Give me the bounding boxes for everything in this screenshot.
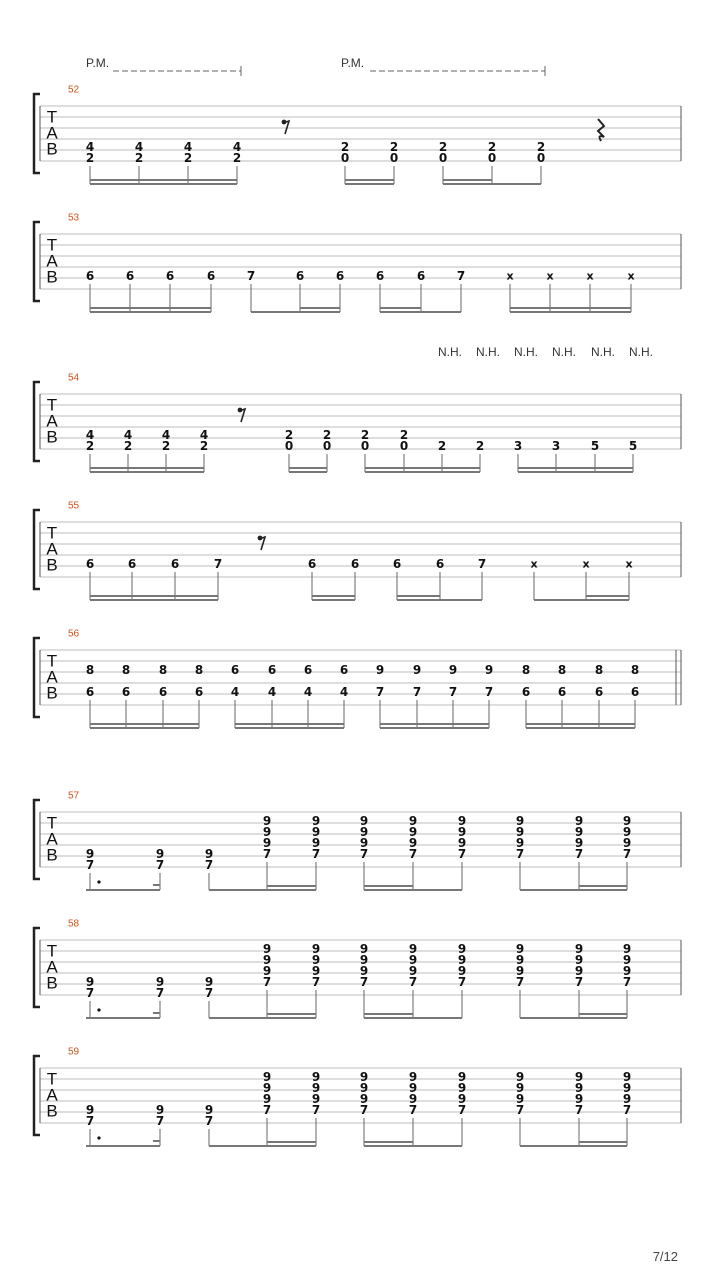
tab-fret-number: 9: [574, 953, 584, 967]
tab-fret-number: 9: [85, 1103, 95, 1117]
tab-fret-number: 9: [622, 942, 632, 956]
tab-fret-number: 9: [574, 825, 584, 839]
tab-fret-number: 6: [165, 269, 175, 283]
system-bracket: [34, 928, 40, 1007]
tab-fret-number: 9: [85, 975, 95, 989]
tab-fret-number: 0: [322, 439, 332, 453]
tab-fret-number: 9: [311, 1092, 321, 1106]
clef-b-letter: B: [46, 427, 58, 447]
dotted-rhythm: [97, 1136, 100, 1139]
tab-fret-number: 7: [359, 1103, 369, 1117]
tab-fret-number: 6: [170, 557, 180, 571]
tab-fret-number: 4: [123, 428, 133, 442]
tab-fret-number: 9: [155, 847, 165, 861]
tab-fret-number: 6: [392, 557, 402, 571]
tab-fret-number: x: [530, 557, 538, 571]
quarter-rest: [598, 119, 604, 141]
tab-fret-number: 6: [295, 269, 305, 283]
tab-fret-number: x: [582, 557, 590, 571]
tab-fret-number: 9: [311, 953, 321, 967]
harmonic-label: N.H.: [476, 345, 500, 359]
tab-fret-number: 4: [85, 428, 95, 442]
harmonic-label: N.H.: [552, 345, 576, 359]
tab-fret-number: 9: [622, 814, 632, 828]
tab-fret-number: 9: [262, 1092, 272, 1106]
tab-fret-number: 7: [622, 975, 632, 989]
tab-fret-number: 9: [359, 953, 369, 967]
tab-fret-number: 9: [574, 942, 584, 956]
tab-fret-number: 6: [350, 557, 360, 571]
tab-fret-number: 9: [311, 814, 321, 828]
tab-fret-number: 7: [204, 858, 214, 872]
tab-fret-number: 9: [262, 814, 272, 828]
tab-fret-number: 8: [521, 663, 531, 677]
tab-fret-number: 7: [574, 847, 584, 861]
tab-fret-number: 8: [630, 663, 640, 677]
tab-fret-number: 9: [515, 814, 525, 828]
tab-fret-number: 9: [408, 836, 418, 850]
tab-fret-number: 6: [85, 685, 95, 699]
tab-fret-number: 7: [408, 1103, 418, 1117]
tab-fret-number: 7: [213, 557, 223, 571]
tab-fret-number: 2: [340, 140, 350, 154]
tab-fret-number: 9: [408, 942, 418, 956]
tab-fret-number: 7: [515, 975, 525, 989]
tab-fret-number: 2: [322, 428, 332, 442]
system-bracket: [34, 510, 40, 589]
tab-fret-number: 7: [457, 847, 467, 861]
tab-fret-number: 5: [590, 439, 600, 453]
palm-mute-label: P.M.: [341, 56, 365, 70]
tab-fret-number: 6: [267, 663, 277, 677]
tab-fret-number: 9: [359, 814, 369, 828]
tab-fret-number: 9: [622, 1070, 632, 1084]
clef-t-letter: T: [46, 813, 58, 833]
measure-number: 58: [68, 918, 80, 930]
dotted-rhythm: [97, 880, 100, 883]
tab-fret-number: 9: [262, 1070, 272, 1084]
tab-fret-number: 9: [262, 836, 272, 850]
tab-fret-number: 6: [375, 269, 385, 283]
tab-fret-number: 9: [311, 964, 321, 978]
tab-fret-number: x: [546, 269, 554, 283]
tab-fret-number: 9: [311, 1070, 321, 1084]
harmonic-label: N.H.: [629, 345, 653, 359]
tab-fret-number: 7: [311, 975, 321, 989]
measure-number: 59: [68, 1046, 80, 1058]
tab-fret-number: 6: [521, 685, 531, 699]
tab-fret-number: 8: [194, 663, 204, 677]
clef-t-letter: T: [46, 651, 58, 671]
tab-fret-number: 7: [477, 557, 487, 571]
tab-fret-number: 7: [359, 975, 369, 989]
tab-fret-number: 7: [155, 1114, 165, 1128]
tab-fret-number: 9: [359, 1092, 369, 1106]
tab-fret-number: 9: [408, 953, 418, 967]
eighth-rest: [238, 408, 245, 422]
tab-fret-number: 9: [155, 1103, 165, 1117]
measure-number: 53: [68, 212, 80, 224]
tab-fret-number: 9: [359, 836, 369, 850]
tab-fret-number: 8: [158, 663, 168, 677]
tab-fret-number: 2: [487, 140, 497, 154]
tab-fret-number: 9: [204, 975, 214, 989]
tab-fret-number: 7: [448, 685, 458, 699]
tab-fret-number: 9: [408, 964, 418, 978]
tab-fret-number: 9: [622, 953, 632, 967]
tab-fret-number: 2: [183, 151, 193, 165]
tab-fret-number: 9: [457, 1092, 467, 1106]
tab-fret-number: 7: [85, 1114, 95, 1128]
tab-fret-number: 9: [359, 1070, 369, 1084]
tab-fret-number: 9: [515, 964, 525, 978]
harmonic-label: N.H.: [591, 345, 615, 359]
clef-b-letter: B: [46, 683, 58, 703]
tab-fret-number: x: [506, 269, 514, 283]
tab-fret-number: 7: [262, 1103, 272, 1117]
tab-fret-number: 7: [515, 847, 525, 861]
tab-fret-number: 8: [557, 663, 567, 677]
tab-fret-number: 9: [457, 1081, 467, 1095]
tab-fret-number: 4: [339, 685, 349, 699]
clef-a-letter: A: [46, 251, 58, 271]
eighth-rest: [282, 120, 289, 134]
tab-fret-number: 9: [515, 836, 525, 850]
system-bracket: [34, 382, 40, 461]
tab-fret-number: 9: [311, 942, 321, 956]
tab-fret-number: 9: [408, 1070, 418, 1084]
tab-fret-number: 7: [262, 975, 272, 989]
tab-fret-number: 7: [457, 1103, 467, 1117]
clef-a-letter: A: [46, 667, 58, 687]
tab-fret-number: 4: [267, 685, 277, 699]
tab-fret-number: 9: [375, 663, 385, 677]
tab-fret-number: 7: [85, 858, 95, 872]
clef-a-letter: A: [46, 1085, 58, 1105]
tab-fret-number: 9: [515, 825, 525, 839]
tab-fret-number: 6: [335, 269, 345, 283]
tab-fret-number: 8: [121, 663, 131, 677]
tab-fret-number: 7: [408, 847, 418, 861]
tab-fret-number: 9: [574, 836, 584, 850]
tab-fret-number: 2: [360, 428, 370, 442]
tab-fret-number: 9: [359, 942, 369, 956]
system-bracket: [34, 638, 40, 717]
tab-fret-number: 6: [158, 685, 168, 699]
tab-fret-number: 9: [622, 836, 632, 850]
tab-fret-number: 7: [375, 685, 385, 699]
tab-fret-number: 0: [284, 439, 294, 453]
tab-fret-number: 2: [284, 428, 294, 442]
tab-fret-number: 5: [628, 439, 638, 453]
tab-fret-number: 9: [457, 964, 467, 978]
tab-fret-number: 6: [435, 557, 445, 571]
tab-fret-number: 6: [85, 269, 95, 283]
tab-fret-number: 9: [622, 1092, 632, 1106]
tab-fret-number: 9: [311, 825, 321, 839]
tab-fret-number: 4: [199, 428, 209, 442]
harmonic-label: N.H.: [438, 345, 462, 359]
tab-fret-number: 9: [457, 1070, 467, 1084]
clef-a-letter: A: [46, 539, 58, 559]
tab-fret-number: 6: [121, 685, 131, 699]
harmonic-label: N.H.: [514, 345, 538, 359]
tab-fret-number: 9: [515, 1070, 525, 1084]
tab-fret-number: 2: [232, 151, 242, 165]
page-indicator: 7/12: [652, 1249, 678, 1264]
tab-fret-number: 6: [125, 269, 135, 283]
tab-fret-number: 6: [594, 685, 604, 699]
tab-fret-number: 9: [262, 942, 272, 956]
clef-a-letter: A: [46, 829, 58, 849]
tab-fret-number: 9: [262, 953, 272, 967]
tab-fret-number: 9: [515, 942, 525, 956]
tab-fret-number: 9: [515, 1081, 525, 1095]
tab-fret-number: 7: [85, 986, 95, 1000]
tab-fret-number: 9: [622, 825, 632, 839]
tab-fret-number: 7: [408, 975, 418, 989]
tab-fret-number: 6: [557, 685, 567, 699]
system-bracket: [34, 222, 40, 301]
tab-fret-number: 4: [161, 428, 171, 442]
tab-fret-number: x: [625, 557, 633, 571]
tab-fret-number: 6: [307, 557, 317, 571]
tab-fret-number: 7: [622, 847, 632, 861]
tab-fret-number: 9: [204, 1103, 214, 1117]
tab-fret-number: 0: [389, 151, 399, 165]
tab-fret-number: 6: [194, 685, 204, 699]
measure-number: 52: [68, 84, 80, 96]
tab-fret-number: 7: [457, 975, 467, 989]
tab-fret-number: 7: [311, 1103, 321, 1117]
clef-t-letter: T: [46, 107, 58, 127]
tab-fret-number: 9: [412, 663, 422, 677]
tab-fret-number: 0: [487, 151, 497, 165]
tab-fret-number: x: [586, 269, 594, 283]
tab-fret-number: 9: [574, 814, 584, 828]
tab-fret-number: 9: [359, 964, 369, 978]
clef-a-letter: A: [46, 411, 58, 431]
tab-fret-number: 8: [594, 663, 604, 677]
tab-fret-number: 7: [246, 269, 256, 283]
clef-a-letter: A: [46, 123, 58, 143]
tab-fret-number: 9: [262, 964, 272, 978]
tab-fret-number: 7: [262, 847, 272, 861]
clef-b-letter: B: [46, 1101, 58, 1121]
tab-fret-number: 9: [408, 1092, 418, 1106]
tab-fret-number: 9: [515, 1092, 525, 1106]
clef-a-letter: A: [46, 957, 58, 977]
tab-fret-number: 9: [622, 964, 632, 978]
tab-fret-number: 7: [311, 847, 321, 861]
system-bracket: [34, 1056, 40, 1135]
tab-fret-number: 7: [204, 1114, 214, 1128]
tab-fret-number: 9: [262, 825, 272, 839]
tab-fret-number: 4: [183, 140, 193, 154]
tab-fret-number: 7: [155, 986, 165, 1000]
tab-fret-number: 9: [515, 953, 525, 967]
tab-fret-number: 9: [622, 1081, 632, 1095]
tab-fret-number: 4: [303, 685, 313, 699]
tab-fret-number: 2: [134, 151, 144, 165]
tab-fret-number: 0: [536, 151, 546, 165]
dotted-rhythm: [97, 1008, 100, 1011]
tab-fret-number: 7: [456, 269, 466, 283]
eighth-rest: [258, 536, 265, 550]
measure-number: 54: [68, 372, 80, 384]
measure-number: 56: [68, 628, 80, 640]
tab-fret-number: 7: [574, 975, 584, 989]
clef-b-letter: B: [46, 845, 58, 865]
tab-fret-number: 9: [574, 1092, 584, 1106]
tab-fret-number: 9: [311, 836, 321, 850]
tab-fret-number: 6: [630, 685, 640, 699]
tab-fret-number: 7: [574, 1103, 584, 1117]
tab-fret-number: 2: [438, 140, 448, 154]
measure-number: 55: [68, 500, 80, 512]
tab-fret-number: 6: [416, 269, 426, 283]
tab-fret-number: 6: [85, 557, 95, 571]
tab-fret-number: 9: [457, 825, 467, 839]
tab-fret-number: 9: [484, 663, 494, 677]
tab-fret-number: 9: [574, 1070, 584, 1084]
tab-fret-number: 6: [206, 269, 216, 283]
tab-fret-number: 9: [574, 1081, 584, 1095]
tab-fret-number: 2: [123, 439, 133, 453]
tab-fret-number: 3: [513, 439, 523, 453]
palm-mute-label: P.M.: [86, 56, 110, 70]
tab-fret-number: 4: [230, 685, 240, 699]
tab-fret-number: 9: [85, 847, 95, 861]
tab-fret-number: 3: [551, 439, 561, 453]
tab-fret-number: 9: [408, 825, 418, 839]
tab-fret-number: 7: [412, 685, 422, 699]
tab-fret-number: 6: [230, 663, 240, 677]
clef-t-letter: T: [46, 1069, 58, 1089]
clef-t-letter: T: [46, 523, 58, 543]
measure-number: 57: [68, 790, 80, 802]
tab-fret-number: 2: [85, 439, 95, 453]
tab-fret-number: 9: [359, 1081, 369, 1095]
tab-fret-number: 9: [262, 1081, 272, 1095]
tab-fret-number: 9: [155, 975, 165, 989]
clef-b-letter: B: [46, 267, 58, 287]
tab-fret-number: 6: [127, 557, 137, 571]
tab-fret-number: 7: [359, 847, 369, 861]
tab-fret-number: 2: [389, 140, 399, 154]
tab-fret-number: 6: [303, 663, 313, 677]
tab-fret-number: 7: [204, 986, 214, 1000]
tab-fret-number: 9: [448, 663, 458, 677]
tab-fret-number: 7: [515, 1103, 525, 1117]
tab-fret-number: 0: [399, 439, 409, 453]
tab-fret-number: 9: [408, 1081, 418, 1095]
tab-fret-number: 7: [622, 1103, 632, 1117]
tab-fret-number: 2: [437, 439, 447, 453]
tab-fret-number: 2: [475, 439, 485, 453]
tab-fret-number: 9: [408, 814, 418, 828]
tab-fret-number: 9: [457, 814, 467, 828]
clef-b-letter: B: [46, 139, 58, 159]
tab-fret-number: 2: [536, 140, 546, 154]
tab-fret-number: 2: [161, 439, 171, 453]
tab-fret-number: x: [627, 269, 635, 283]
clef-t-letter: T: [46, 395, 58, 415]
tab-fret-number: 0: [360, 439, 370, 453]
tab-fret-number: 2: [399, 428, 409, 442]
tab-fret-number: 8: [85, 663, 95, 677]
tab-fret-number: 9: [359, 825, 369, 839]
clef-t-letter: T: [46, 235, 58, 255]
clef-t-letter: T: [46, 941, 58, 961]
tab-fret-number: 0: [438, 151, 448, 165]
system-bracket: [34, 94, 40, 173]
system-bracket: [34, 800, 40, 879]
tab-fret-number: 0: [340, 151, 350, 165]
clef-b-letter: B: [46, 973, 58, 993]
tab-fret-number: 9: [574, 964, 584, 978]
tab-fret-number: 9: [311, 1081, 321, 1095]
tab-fret-number: 7: [484, 685, 494, 699]
tab-fret-number: 2: [85, 151, 95, 165]
tab-fret-number: 9: [457, 953, 467, 967]
tab-fret-number: 7: [155, 858, 165, 872]
tab-fret-number: 4: [232, 140, 242, 154]
tab-fret-number: 9: [457, 836, 467, 850]
tab-fret-number: 4: [134, 140, 144, 154]
tab-fret-number: 6: [339, 663, 349, 677]
tab-fret-number: 9: [204, 847, 214, 861]
tab-fret-number: 4: [85, 140, 95, 154]
tab-fret-number: 9: [457, 942, 467, 956]
clef-b-letter: B: [46, 555, 58, 575]
tab-fret-number: 2: [199, 439, 209, 453]
